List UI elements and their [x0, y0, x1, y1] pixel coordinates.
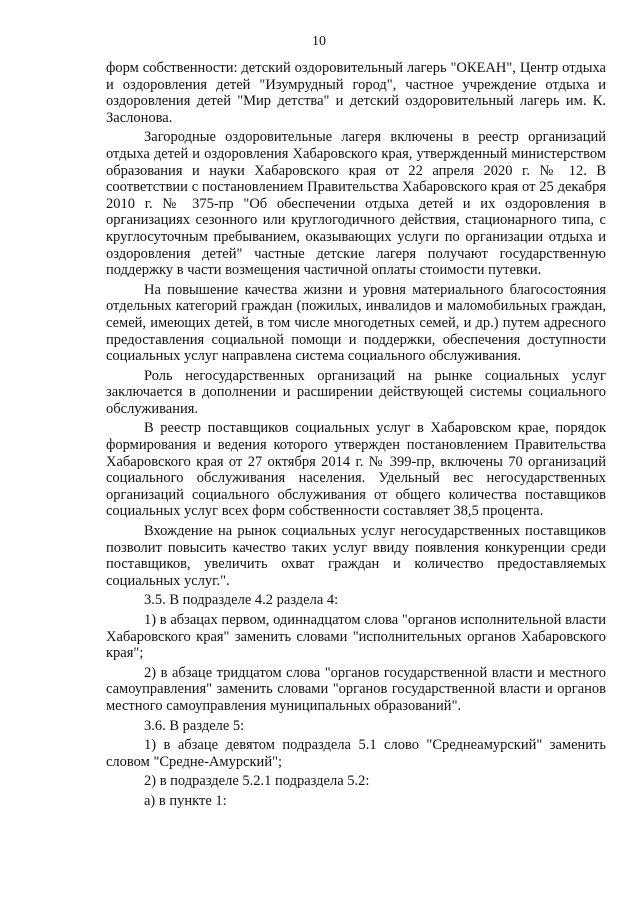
- document-body: [106, 60, 606, 813]
- paragraph: Роль негосударственных организаций на рынке социальных услуг заключается в дополнении и расширении действующей системы социального обслуживания.: [106, 367, 606, 417]
- paragraph: 3.5. В подразделе 4.2 раздела 4:: [144, 592, 339, 609]
- paragraph: 1) в абзацах первом, одиннадцатом слова "органов исполнительной власти Хабаровского края" заменить словами "исполнительных органов Хабаровского края";: [106, 612, 606, 662]
- paragraph: 1) в абзаце девятом подраздела 5.1 слово "Среднеамурский" заменить словом "Средне-Амурский";: [106, 737, 606, 770]
- paragraph: В реестр поставщиков социальных услуг в Хабаровском крае, порядок формирования и ведения которого утвержден постановлением Правительства Хабаровского края от 27 октября 2014 г. № 399-пр, включены 70 организаций социального обслуживания населения. Удельный вес негосударственных организаций социального обслуживания от общего количества поставщиков социальных услуг всех форм собственности составляет 38,5 процента.: [106, 420, 606, 520]
- paragraph: 2) в подразделе 5.2.1 подраздела 5.2:: [144, 773, 370, 790]
- paragraph: а) в пункте 1:: [144, 792, 227, 809]
- paragraph: 3.6. В разделе 5:: [144, 717, 245, 734]
- paragraph: 2) в абзаце тридцатом слова "органов государственной власти и местного самоуправления" заменить словами "органов государственной власти и органов местного самоуправления муниципальных образований".: [106, 664, 606, 714]
- paragraph: Вхождение на рынок социальных услуг негосударственных поставщиков позволит повысить качество таких услуг ввиду появления конкуренции среди поставщиков, увеличить охват граждан и количество предоставляемых социальных услуг.".: [106, 523, 606, 589]
- page-number: 10: [312, 34, 326, 49]
- paragraph: форм собственности: детский оздоровительный лагерь "ОКЕАН", Центр отдыха и оздоровления детей "Изумрудный город", частное учреждение отдыха и оздоровления детей "Мир детства" и детский оздоровительный лагерь им. К. Заслонова.: [106, 60, 606, 126]
- paragraph: Загородные оздоровительные лагеря включены в реестр организаций отдыха детей и оздоровления Хабаровского края, утвержденный министерством образования и науки Хабаровского края от 22 апреля 2020 г. № 12. В соответствии с постановлением Правительства Хабаровского края от 25 декабря 2010 г. № 375-пр "Об обеспечении отдыха детей и их оздоровления в организациях сезонного или круглогодичного действия, стационарного типа, с круглосуточным пребыванием, оказывающих услуги по организации отдыха и оздоровления детей" частные детские лагеря получают государственную поддержку в части возмещения частичной оплаты стоимости путевки.: [106, 129, 606, 279]
- paragraph: На повышение качества жизни и уровня материального благосостояния отдельных категорий граждан (пожилых, инвалидов и маломобильных граждан, семей, имеющих детей, в том числе многодетных семей, и др.) путем адресного предоставления социальной помощи и поддержки, обеспечения доступности социальных услуг направлена система социального обслуживания.: [106, 281, 606, 365]
